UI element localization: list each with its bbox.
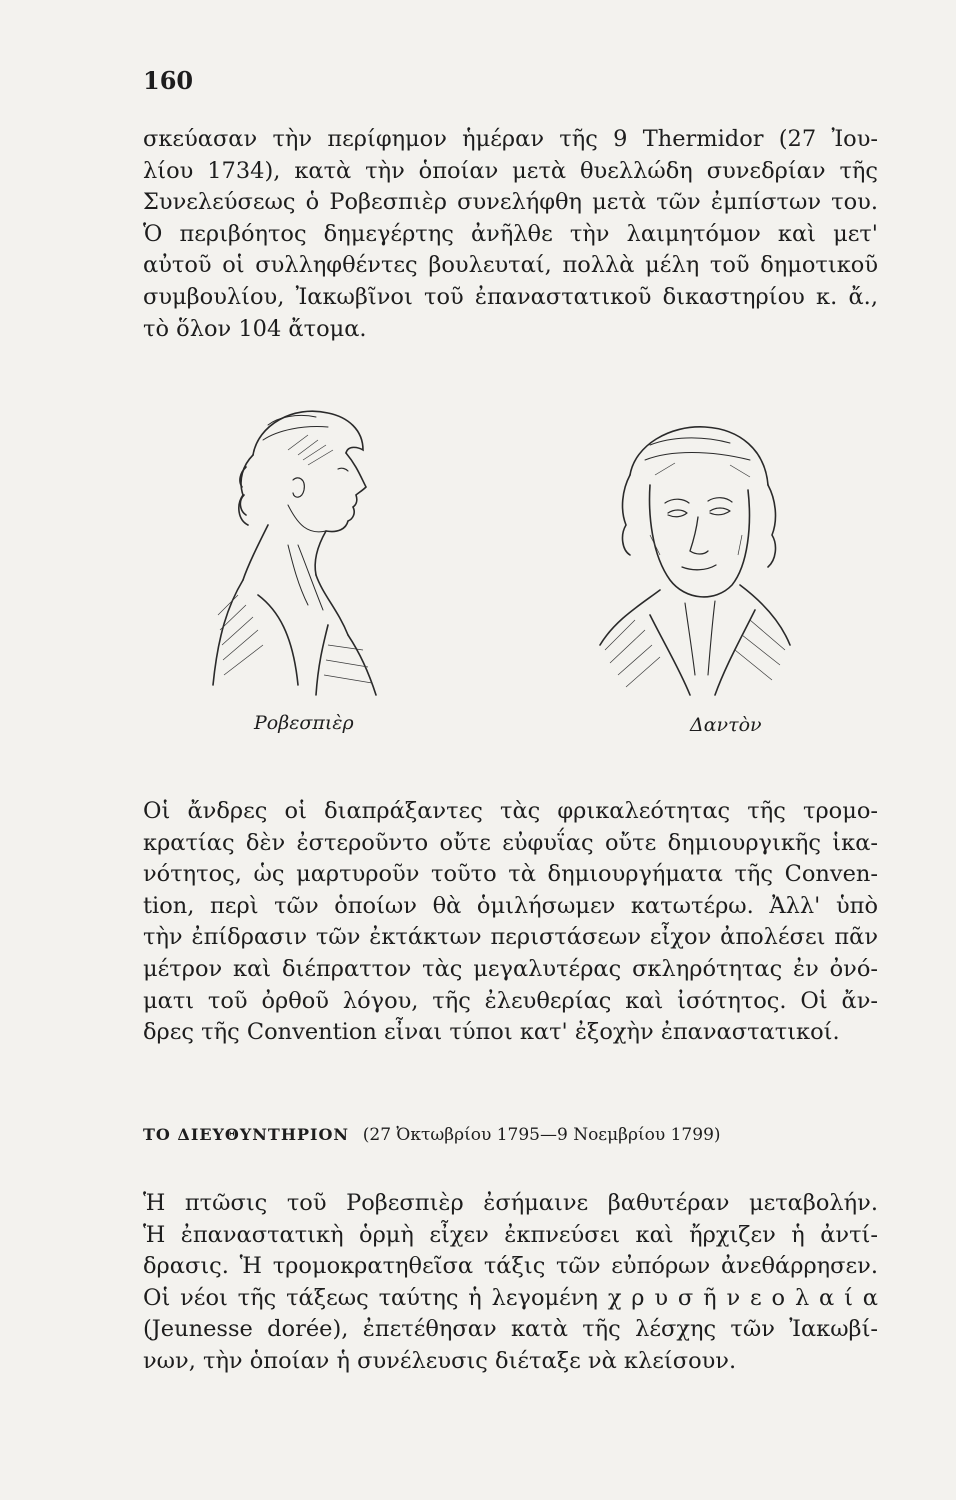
paragraph-directory (143, 1188, 878, 1378)
text-line: Ἡ ἐπαναστατικὴ ὁρμὴ εἶχεν ἐκπνεύσει καὶ ἤρχιζεν ἡ ἀντί- (143, 1221, 878, 1248)
text-line: Οἱ νέοι τῆς τάξεως ταύτης ἡ λεγομένη χ ρ υ σ ῆ ν ε ο λ α ί α (143, 1284, 878, 1311)
robespierre-caption: Ροβεσπιὲρ (254, 712, 354, 734)
robespierre-portrait (198, 395, 398, 700)
text-line: κρατίας δὲν ἐστεροῦντο οὔτε εὐφυΐας οὔτε δημιουργικῆς ἱκα- (143, 829, 878, 856)
paragraph-convention (143, 796, 878, 1049)
text-line: ματι τοῦ ὀρθοῦ λόγου, τῆς ἐλευθερίας καὶ ἰσότητος. Οἱ ἄν- (143, 987, 878, 1014)
text-line: τὴν ἐπίδρασιν τῶν ἐκτάκτων περιστάσεων εἶχον ἀπολέσει πᾶν (143, 924, 878, 951)
section-title: ΤΟ ΔΙΕΥΘΥΝΤΗΡΙΟΝ (143, 1125, 350, 1144)
section-dates: (27 Ὀκτωβρίου 1795—9 Νοεμβρίου 1799) (362, 1125, 721, 1145)
text-line: τὸ ὅλον 104 ἄτομα. (143, 315, 367, 342)
danton-caption: Δαντὸν (690, 714, 762, 736)
text-line: μέτρον καὶ διέπραττον τὰς μεγαλυτέρας σκληρότητας ἐν ὀνό- (143, 955, 878, 982)
text-line: συμβουλίου, Ἰακωβῖνοι τοῦ ἐπαναστατικοῦ δικαστηρίου κ. ἄ., (143, 283, 878, 310)
text-line: tion, περὶ τῶν ὁποίων θὰ ὁμιλήσωμεν κατωτέρω. Ἀλλ' ὑπὸ (143, 892, 878, 919)
text-line: (Jeunesse dorée), ἐπετέθησαν κατὰ τῆς λέσχης τῶν Ἰακωβί- (143, 1316, 878, 1343)
text-line: αὐτοῦ οἱ συλληφθέντες βουλευταί, πολλὰ μέλη τοῦ δημοτικοῦ (143, 252, 878, 279)
section-heading (143, 1124, 883, 1145)
text-line: δρες τῆς Convention εἶναι τύποι κατ' ἐξοχὴν ἐπαναστατικοί. (143, 1019, 840, 1046)
text-line: Ἡ πτῶσις τοῦ Ροβεσπιὲρ ἐσήμαινε βαθυτέραν μεταβολήν. (143, 1190, 878, 1216)
danton-portrait (590, 405, 800, 710)
text-line: Συνελεύσεως ὁ Ροβεσπιὲρ συνελήφθη μετὰ τῶν ἐμπίστων του. (143, 189, 878, 216)
text-line: νων, τὴν ὁποίαν ἡ συνέλευσις διέταξε νὰ κλείσουν. (143, 1347, 737, 1374)
text-line: λίου 1734), κατὰ τὴν ὁποίαν μετὰ θυελλώδη συνεδρίαν τῆς (143, 157, 878, 184)
page-number: 160 (143, 66, 194, 95)
text-line: νότητος, ὡς μαρτυροῦν τοῦτο τὰ δημιουργήματα τῆς Conven- (143, 861, 878, 888)
text-line: δρασις. Ἡ τρομοκρατηθεῖσα τάξις τῶν εὐπόρων ἀνεθάρρησεν. (143, 1253, 878, 1280)
paragraph-intro (143, 124, 878, 345)
text-line: Οἱ ἄνδρες οἱ διαπράξαντες τὰς φρικαλεότητας τῆς τρομο- (143, 798, 878, 824)
text-line: Ὁ περιβόητος δημεγέρτης ἀνῆλθε τὴν λαιμητόμον καὶ μετ' (143, 220, 878, 247)
text-line: σκεύασαν τὴν περίφημον ἡμέραν τῆς 9 Thermidor (27 Ἰου- (143, 126, 878, 152)
